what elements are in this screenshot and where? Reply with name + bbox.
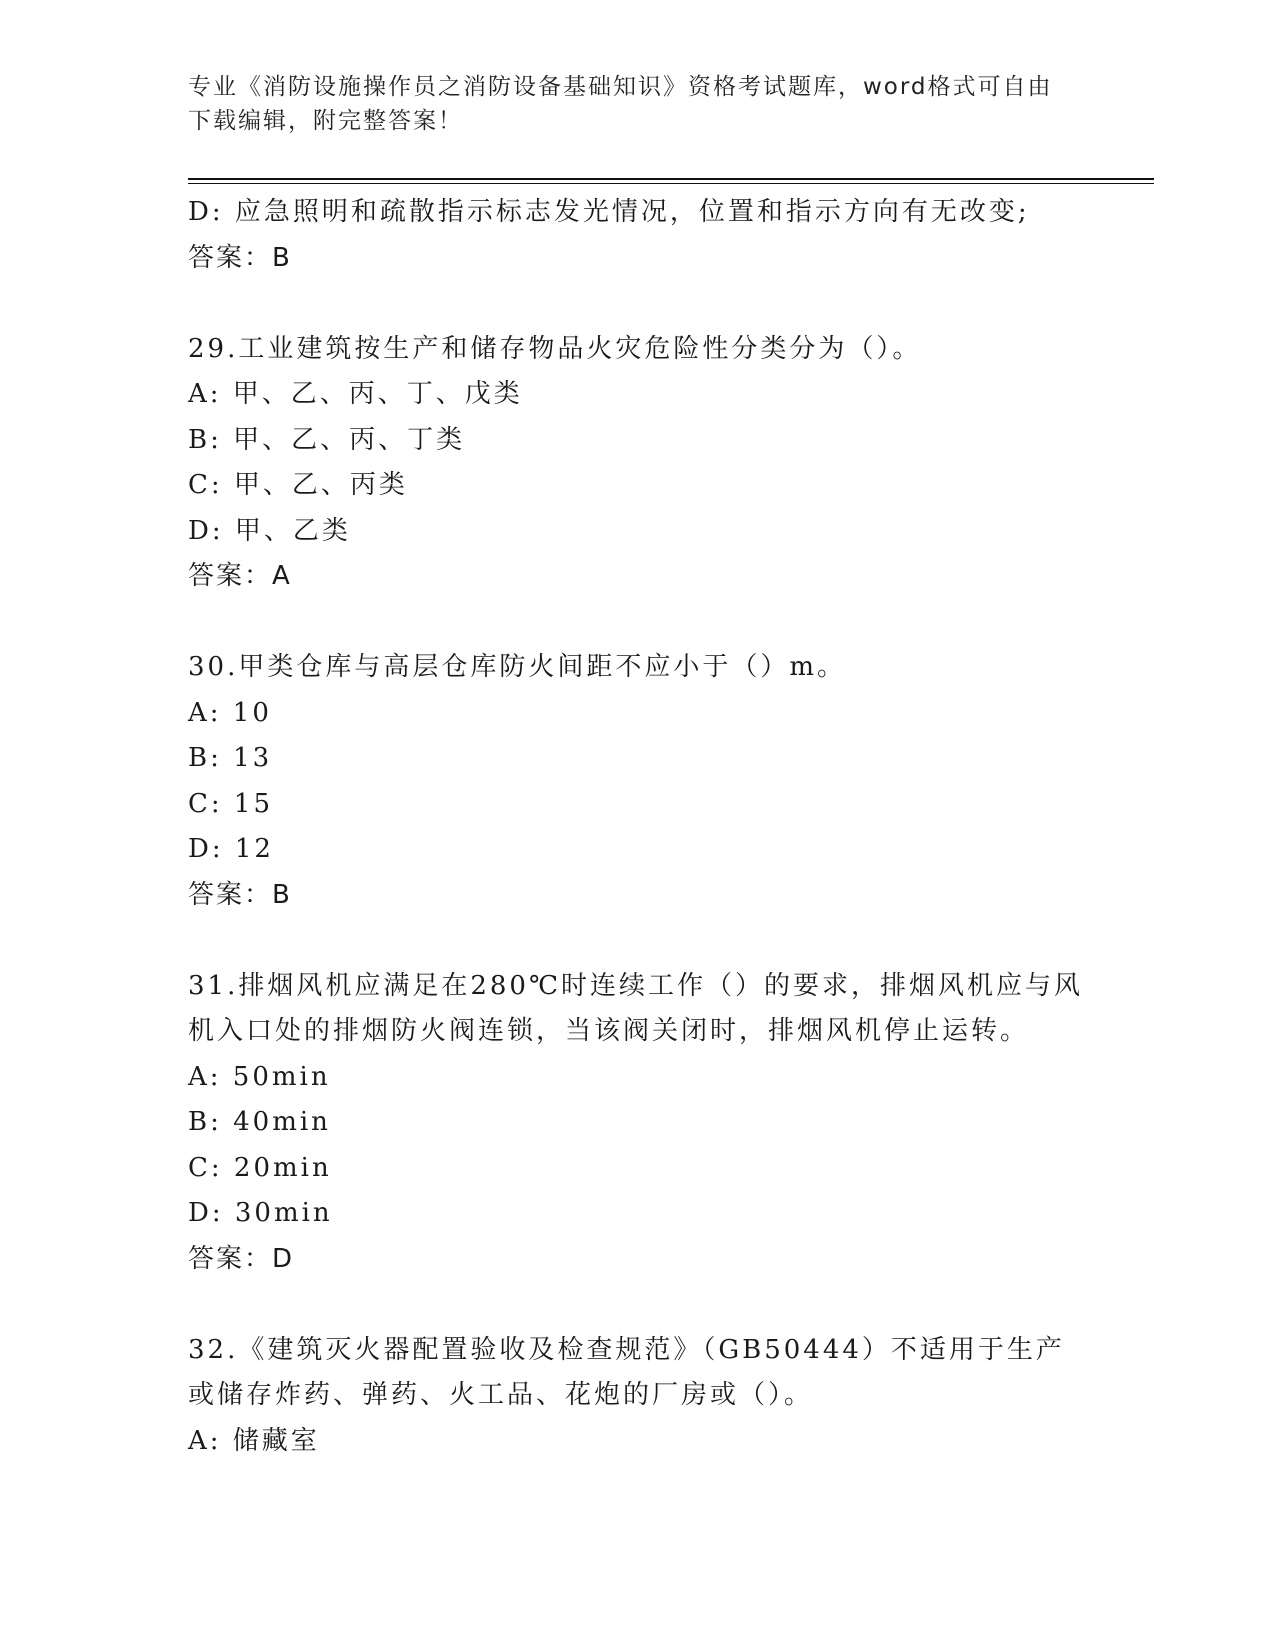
option-d: D: 30min	[188, 1198, 333, 1228]
prev-option-d: D: 应急照明和疏散指示标志发光情况，位置和指示方向有无改变;	[188, 197, 1030, 227]
option-c: C: 20min	[188, 1152, 332, 1183]
prev-answer: 答案：B	[188, 242, 292, 273]
option-a: A: 50min	[188, 1061, 331, 1092]
option-d: D: 12	[188, 834, 274, 864]
question-30	[188, 645, 1088, 918]
spacer	[188, 1282, 1088, 1328]
question-text: 29.工业建筑按生产和储存物品火灾危险性分类分为（）。	[188, 333, 922, 364]
option-b: B: 甲、乙、丙、丁类	[188, 424, 466, 455]
spacer	[188, 600, 1088, 646]
option-d: D: 甲、乙类	[188, 515, 351, 546]
question-32	[188, 1328, 1088, 1465]
answer: 答案：A	[188, 561, 292, 591]
option-c: C: 15	[188, 788, 274, 819]
option-a: A: 10	[188, 697, 272, 728]
header-text: 专业《消防设施操作员之消防设备基础知识》资格考试题库，word格式可自由下载编辑，附完整答案！	[188, 74, 1053, 134]
answer: 答案：B	[188, 879, 292, 910]
question-list	[188, 190, 1088, 1464]
spacer	[188, 918, 1088, 964]
option-b: B: 40min	[188, 1107, 331, 1137]
question-29	[188, 327, 1088, 600]
question-text: 31.排烟风机应满足在280℃时连续工作（）的要求，排烟风机应与风机入口处的排烟防火阀连锁，当该阀关闭时，排烟风机停止运转。	[188, 970, 1084, 1046]
option-b: B: 13	[188, 743, 273, 773]
question-31	[188, 964, 1088, 1283]
header-divider	[188, 178, 1154, 184]
question-text: 32.《建筑灭火器配置验收及检查规范》（GB50444）不适用于生产或储存炸药、弹药、火工品、花炮的厂房或（）。	[188, 1334, 1065, 1410]
option-c: C: 甲、乙、丙类	[188, 470, 408, 500]
option-a: A: 甲、乙、丙、丁、戊类	[188, 379, 523, 409]
spacer	[188, 281, 1088, 327]
option-a: A: 储藏室	[188, 1425, 320, 1456]
question-text: 30.甲类仓库与高层仓库防火间距不应小于（）m。	[188, 652, 847, 682]
document-header	[188, 70, 1068, 138]
answer: 答案：D	[188, 1243, 295, 1274]
